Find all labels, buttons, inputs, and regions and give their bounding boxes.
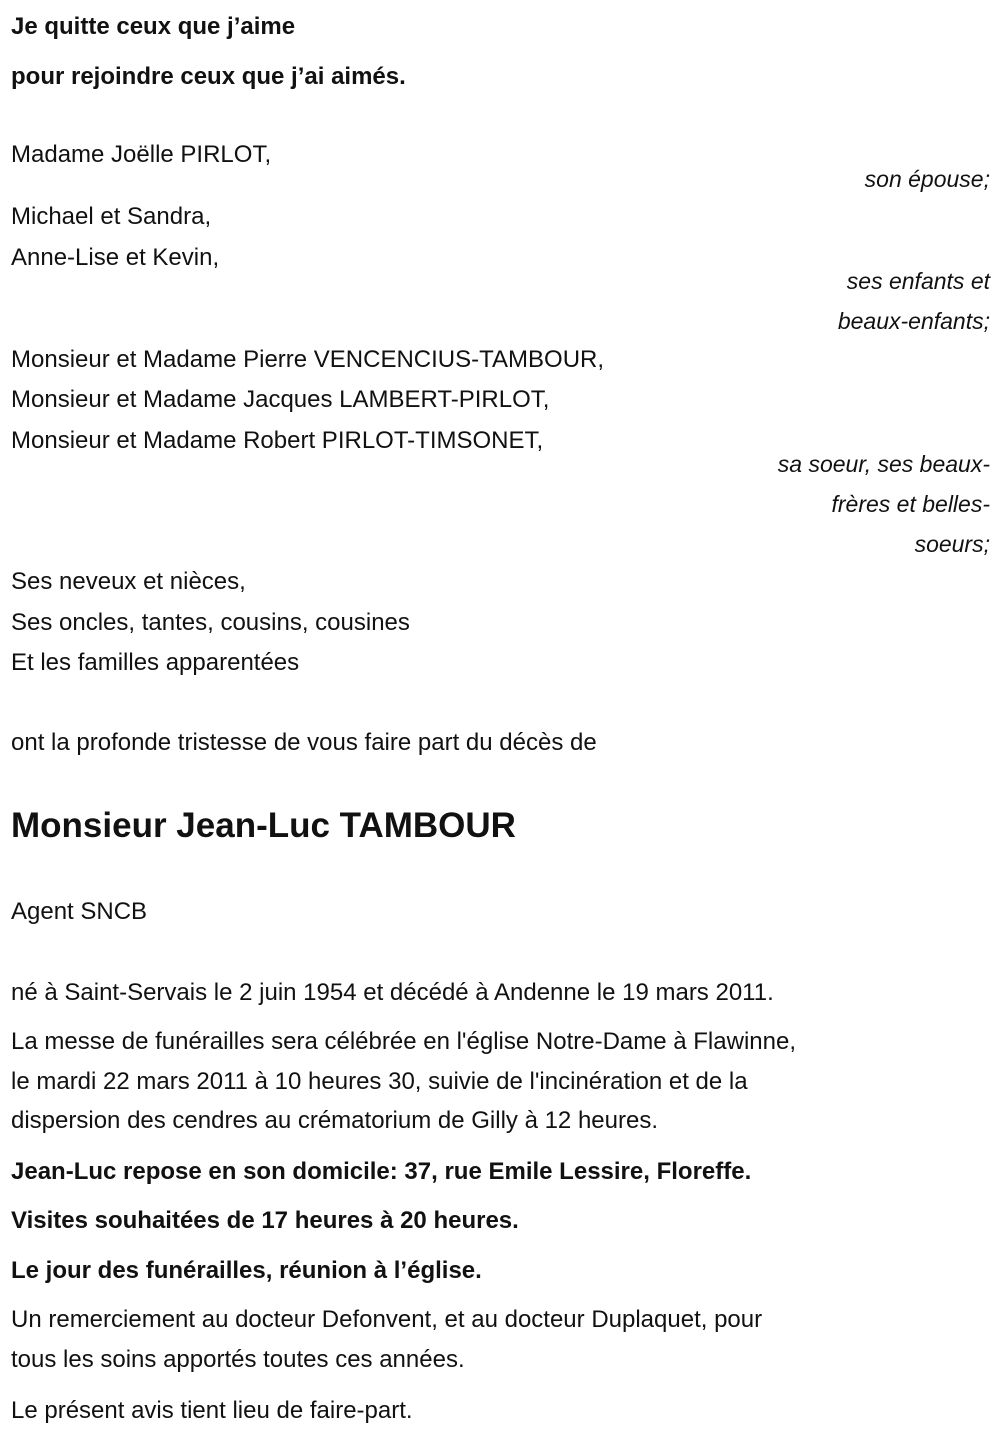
family-line: Ses neveux et nièces, xyxy=(11,568,246,595)
thanks-line: Un remerciement au docteur Defonvent, et au docteur Duplaquet, pour xyxy=(11,1306,763,1333)
siblings-relation: soeurs; xyxy=(914,531,990,557)
bold-note: Jean-Luc repose en son domicile: 37, rue Emile Lessire, Floreffe. xyxy=(11,1158,752,1185)
children-relation: beaux-enfants; xyxy=(837,308,990,334)
spouse-relation: son épouse; xyxy=(864,166,990,192)
closing-line: Le présent avis tient lieu de faire-part. xyxy=(11,1397,413,1424)
children-relation: ses enfants et xyxy=(846,268,990,294)
funeral-line: le mardi 22 mars 2011 à 10 heures 30, suivie de l'incinération et de la xyxy=(11,1068,748,1095)
bold-note: Le jour des funérailles, réunion à l’église. xyxy=(11,1257,482,1284)
spouse-name: Madame Joëlle PIRLOT, xyxy=(11,141,272,168)
announcement: ont la profonde tristesse de vous faire part du décès de xyxy=(11,729,597,756)
siblings-relation: sa soeur, ses beaux- xyxy=(777,451,990,477)
sibling-name: Monsieur et Madame Robert PIRLOT-TIMSONET, xyxy=(11,427,544,454)
child-name: Anne-Lise et Kevin, xyxy=(11,244,220,271)
child-name: Michael et Sandra, xyxy=(11,203,212,230)
family-line: Ses oncles, tantes, cousins, cousines xyxy=(11,609,410,636)
sibling-name: Monsieur et Madame Jacques LAMBERT-PIRLOT, xyxy=(11,386,550,413)
funeral-line: La messe de funérailles sera célébrée en l'église Notre-Dame à Flawinne, xyxy=(11,1028,796,1055)
bold-note: Visites souhaitées de 17 heures à 20 heures. xyxy=(11,1207,519,1234)
family-line: Et les familles apparentées xyxy=(11,649,300,676)
epigraph-line: Je quitte ceux que j’aime xyxy=(11,13,296,40)
siblings-relation: frères et belles- xyxy=(831,491,990,517)
sibling-name: Monsieur et Madame Pierre VENCENCIUS-TAMBOUR, xyxy=(11,346,605,373)
thanks-line: tous les soins apportés toutes ces années. xyxy=(11,1346,465,1373)
occupation: Agent SNCB xyxy=(11,898,148,925)
funeral-line: dispersion des cendres au crématorium de Gilly à 12 heures. xyxy=(11,1107,658,1134)
birth-death-dates: né à Saint-Servais le 2 juin 1954 et décédé à Andenne le 19 mars 2011. xyxy=(11,979,774,1006)
epigraph-line: pour rejoindre ceux que j’ai aimés. xyxy=(11,63,406,90)
deceased-name: Monsieur Jean-Luc TAMBOUR xyxy=(11,806,516,845)
